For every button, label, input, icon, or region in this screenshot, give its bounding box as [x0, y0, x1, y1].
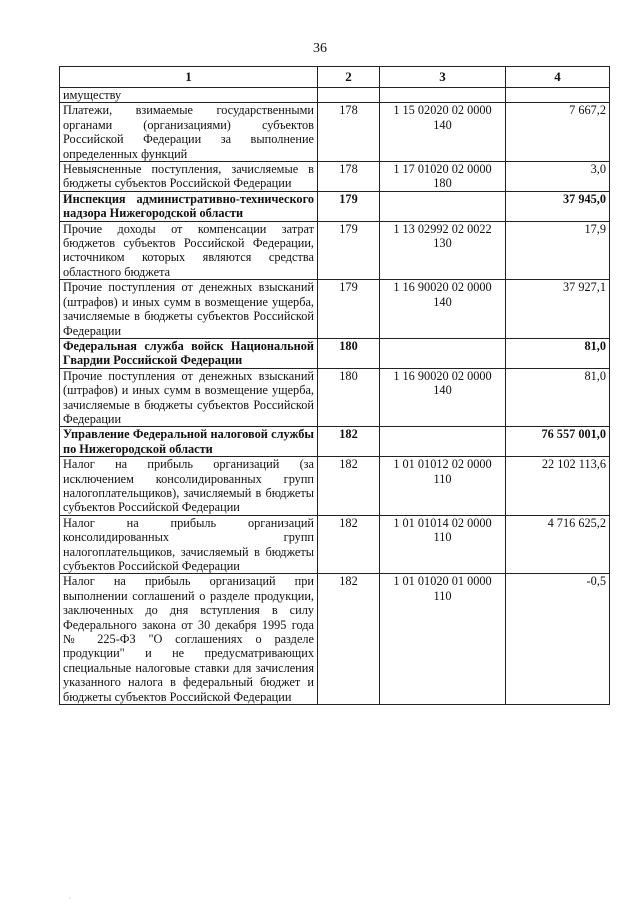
table-row: [60, 191, 610, 221]
page-number: 36: [313, 41, 327, 56]
row-amount-cell: -0,5: [506, 574, 610, 705]
budget-revenue-table: [59, 66, 610, 705]
row-kbk-cell: 1 16 90020 02 0000 140: [380, 368, 506, 427]
row-kbk-cell: 1 17 01020 02 0000 180: [380, 162, 506, 192]
table-row: [60, 368, 610, 427]
table-body: [60, 88, 610, 705]
row-kbk-cell: [380, 88, 506, 103]
header-col-1: 1: [60, 67, 318, 88]
row-name-cell: Управление Федеральной налоговой службы по Нижегородской области: [60, 427, 318, 457]
table-row: [60, 338, 610, 368]
row-name-cell: Налог на прибыль организаций консолидированных групп налогоплательщиков, зачисляемый в бюджеты субъектов Российской Федерации: [60, 515, 318, 574]
row-admin-code-cell: 182: [318, 515, 380, 574]
scan-artifact: ·: [68, 893, 71, 903]
header-col-3: 3: [380, 67, 506, 88]
row-amount-cell: 81,0: [506, 368, 610, 427]
row-admin-code-cell: 180: [318, 338, 380, 368]
row-name-cell: имуществу: [60, 88, 318, 103]
table-row: [60, 162, 610, 192]
row-name-cell: Инспекция административно-технического надзора Нижегородской области: [60, 191, 318, 221]
row-admin-code-cell: 179: [318, 191, 380, 221]
header-col-4: 4: [506, 67, 610, 88]
header-row: [60, 67, 610, 88]
row-kbk-cell: 1 01 01020 01 0000 110: [380, 574, 506, 705]
row-amount-cell: 37 945,0: [506, 191, 610, 221]
row-kbk-cell: 1 16 90020 02 0000 140: [380, 280, 506, 339]
row-kbk-cell: 1 13 02992 02 0022 130: [380, 221, 506, 280]
table-row: [60, 103, 610, 162]
row-amount-cell: [506, 88, 610, 103]
row-name-cell: Прочие доходы от компенсации затрат бюджетов субъектов Российской Федерации, источником которых являются средства областного бюджета: [60, 221, 318, 280]
row-kbk-cell: [380, 427, 506, 457]
row-admin-code-cell: 179: [318, 221, 380, 280]
row-admin-code-cell: 182: [318, 457, 380, 516]
row-kbk-cell: 1 01 01014 02 0000 110: [380, 515, 506, 574]
table-row: [60, 515, 610, 574]
row-amount-cell: 3,0: [506, 162, 610, 192]
row-name-cell: Налог на прибыль организаций при выполнении соглашений о разделе продукции, заключенных до дня вступления в силу Федерального закона от 30 декабря 1995 года № 225-ФЗ "О соглашениях о разделе продукции" и не предусматривающих специальные налоговые ставки для зачисления указанного налога в федеральный бюджет и бюджеты субъектов Российской Федерации: [60, 574, 318, 705]
row-admin-code-cell: 182: [318, 427, 380, 457]
table-row: [60, 221, 610, 280]
row-amount-cell: 17,9: [506, 221, 610, 280]
table-row: [60, 574, 610, 705]
table-row: [60, 457, 610, 516]
row-kbk-cell: 1 01 01012 02 0000 110: [380, 457, 506, 516]
row-amount-cell: 22 102 113,6: [506, 457, 610, 516]
row-admin-code-cell: 180: [318, 368, 380, 427]
row-name-cell: Федеральная служба войск Национальной Гвардии Российской Федерации: [60, 338, 318, 368]
row-name-cell: Налог на прибыль организаций (за исключением консолидированных групп налогоплательщиков), зачисляемый в бюджеты субъектов Российской Федерации: [60, 457, 318, 516]
row-admin-code-cell: 179: [318, 280, 380, 339]
row-amount-cell: 81,0: [506, 338, 610, 368]
header-col-2: 2: [318, 67, 380, 88]
row-admin-code-cell: 182: [318, 574, 380, 705]
row-name-cell: Платежи, взимаемые государственными органами (организациями) субъектов Российской Федерации за выполнение определенных функций: [60, 103, 318, 162]
table-header: [60, 67, 610, 88]
row-admin-code-cell: [318, 88, 380, 103]
row-amount-cell: 7 667,2: [506, 103, 610, 162]
row-admin-code-cell: 178: [318, 103, 380, 162]
row-name-cell: Прочие поступления от денежных взысканий (штрафов) и иных сумм в возмещение ущерба, зачисляемые в бюджеты субъектов Российской Федерации: [60, 368, 318, 427]
row-amount-cell: 4 716 625,2: [506, 515, 610, 574]
row-admin-code-cell: 178: [318, 162, 380, 192]
row-amount-cell: 76 557 001,0: [506, 427, 610, 457]
table-row: [60, 427, 610, 457]
row-kbk-cell: 1 15 02020 02 0000 140: [380, 103, 506, 162]
row-kbk-cell: [380, 191, 506, 221]
row-amount-cell: 37 927,1: [506, 280, 610, 339]
table-row: [60, 280, 610, 339]
row-kbk-cell: [380, 338, 506, 368]
table-row: [60, 88, 610, 103]
row-name-cell: Прочие поступления от денежных взысканий (штрафов) и иных сумм в возмещение ущерба, зачисляемые в бюджеты субъектов Российской Федерации: [60, 280, 318, 339]
row-name-cell: Невыясненные поступления, зачисляемые в бюджеты субъектов Российской Федерации: [60, 162, 318, 192]
